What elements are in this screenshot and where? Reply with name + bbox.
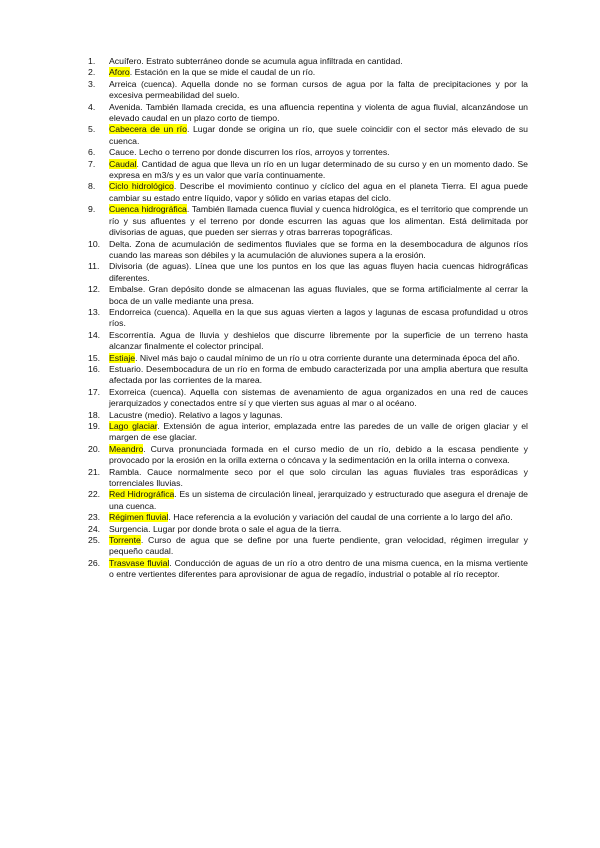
entry-term: Surgencia bbox=[109, 523, 149, 534]
entry-definition: . Zona de acumulación de sedimentos fluviales que se forma en la desembocadura de algunos ríos cuando las mareas son débiles y la acumulación de aluviones supera a la erosión. bbox=[109, 238, 528, 260]
glossary-entry bbox=[88, 261, 528, 284]
entry-term: Exorreica bbox=[109, 386, 146, 397]
entry-term: Rambla bbox=[109, 466, 139, 477]
entry-definition: (medio). Relativo a lagos y lagunas. bbox=[142, 409, 283, 420]
entry-number: 26. bbox=[88, 557, 101, 568]
entry-term-highlighted: Cabecera de un río bbox=[109, 124, 187, 135]
glossary-entry bbox=[88, 307, 528, 330]
glossary-entry bbox=[88, 421, 528, 444]
entry-definition: . También llamada cuenca fluvial y cuenca hidrológica, es el territorio que comprende un río y sus afluentes y el terreno por donde escurren las aguas que los alimentan. Está delimitada por divisorias de aguas, que pueden ser sierras y otras barreras topográficas. bbox=[109, 204, 528, 238]
entry-term: Endorreica bbox=[109, 306, 152, 317]
entry-definition: . Nivel más bajo o caudal mínimo de un río u otra corriente durante una determinada época del año. bbox=[135, 352, 520, 363]
entry-term: Divisoria bbox=[109, 261, 143, 272]
entry-term: Cauce bbox=[109, 147, 135, 158]
entry-term: Avenida bbox=[109, 101, 141, 112]
entry-definition: . Lugar donde se origina un río, que suele coincidir con el sector más elevado de su cuenca. bbox=[109, 124, 529, 146]
entry-number: 20. bbox=[88, 443, 101, 454]
entry-definition: . Desembocadura de un río en forma de embudo caracterizada por una amplia abertura que resulta afectada por las corrientes de la marea. bbox=[109, 363, 528, 386]
entry-definition: (cuenca). Aquella con sistemas de avenamiento de agua organizados en una red de cauces jerarquizados y conectados entre sí y que vierten sus aguas al mar o al océano. bbox=[109, 386, 528, 409]
entry-number: 10. bbox=[88, 238, 101, 249]
entry-number: 16. bbox=[88, 363, 101, 374]
glossary-entry bbox=[88, 79, 528, 102]
glossary-entry bbox=[88, 181, 528, 204]
entry-number: 14. bbox=[88, 329, 101, 340]
entry-number: 25. bbox=[88, 535, 101, 546]
glossary-entry bbox=[88, 524, 528, 535]
entry-number: 12. bbox=[88, 284, 101, 295]
entry-number: 18. bbox=[88, 409, 101, 420]
entry-definition: . Agua de lluvia y deshielos que discurre libremente por la superficie de un terreno hasta alcanzar finalmente el colector principal. bbox=[109, 329, 528, 352]
entry-definition: . Cantidad de agua que lleva un río en un lugar determinado de su curso y en un momento dado. Se expresa en m3/s y es un valor que varía continuamente. bbox=[109, 158, 528, 181]
entry-term: Estuario bbox=[109, 363, 141, 374]
glossary-entry bbox=[88, 147, 528, 158]
entry-definition: . Curso de agua que se define por una fuerte pendiente, gran velocidad, régimen irregular y pequeño caudal. bbox=[109, 535, 528, 557]
document-page bbox=[88, 56, 528, 581]
entry-number: 15. bbox=[88, 352, 101, 363]
glossary-entry bbox=[88, 410, 528, 421]
glossary-entry bbox=[88, 124, 528, 147]
entry-term-highlighted: Cuenca hidrográfica bbox=[109, 204, 187, 215]
entry-number: 4. bbox=[88, 101, 96, 112]
entry-term-highlighted: Trasvase fluvial bbox=[109, 557, 170, 568]
entry-term: Lacustre bbox=[109, 409, 143, 420]
entry-definition: . Estación en la que se mide el caudal de un río. bbox=[129, 67, 316, 78]
glossary-entry bbox=[88, 284, 528, 307]
entry-term-highlighted: Ciclo hidrológico bbox=[109, 181, 174, 192]
glossary-entry bbox=[88, 489, 528, 512]
glossary-entry bbox=[88, 56, 528, 67]
entry-term-highlighted: Red Hidrográfica bbox=[109, 489, 175, 500]
entry-definition: . Gran depósito donde se almacenan las aguas fluviales, que se forma artificialmente al cerrar la boca de un valle mediante una presa. bbox=[109, 284, 528, 306]
entry-term-highlighted: Régimen fluvial bbox=[109, 512, 169, 523]
entry-number: 5. bbox=[88, 124, 96, 135]
entry-definition: . Lugar por donde brota o sale el agua de la tierra. bbox=[148, 523, 342, 534]
entry-definition: . Cauce normalmente seco por el que solo circulan las aguas fluviales tras esporádicas y torrenciales lluvias. bbox=[109, 466, 528, 489]
entry-definition: . Estrato subterráneo donde se acumula agua infiltrada en cantidad. bbox=[141, 56, 403, 66]
entry-number: 9. bbox=[88, 204, 96, 215]
entry-term: Acuífero bbox=[109, 56, 142, 66]
entry-number: 22. bbox=[88, 489, 101, 500]
entry-term: Delta bbox=[109, 238, 130, 249]
glossary-entry bbox=[88, 467, 528, 490]
entry-definition: . Describe el movimiento continuo y cíclico del agua en el planeta Tierra. El agua puede cambiar su estado entre líquido, vapor y sólido en varias etapas del ciclo. bbox=[109, 181, 529, 203]
entry-definition: . Lecho o terreno por donde discurren los ríos, arroyos y torrentes. bbox=[134, 147, 390, 158]
glossary-entry bbox=[88, 239, 528, 262]
entry-term-highlighted: Estiaje bbox=[109, 352, 136, 363]
entry-definition: . Es un sistema de circulación lineal, jerarquizado y estructurado que asegura el drenaje de una cuenca. bbox=[109, 489, 528, 511]
entry-definition: (cuenca). Aquella en la que sus aguas vierten a lagos y lagunas de escasa profundidad u otros ríos. bbox=[109, 306, 528, 329]
entry-term-highlighted: Meandro bbox=[109, 443, 144, 454]
entry-term: Arreica bbox=[109, 78, 137, 89]
entry-term-highlighted: Caudal bbox=[109, 158, 137, 169]
glossary-entry bbox=[88, 102, 528, 125]
entry-number: 3. bbox=[88, 78, 96, 89]
glossary-list bbox=[88, 56, 528, 581]
entry-number: 2. bbox=[88, 67, 96, 78]
entry-term-highlighted: Torrente bbox=[109, 535, 141, 546]
entry-number: 24. bbox=[88, 523, 101, 534]
entry-term-highlighted: Lago glaciar bbox=[109, 421, 158, 431]
glossary-entry bbox=[88, 512, 528, 523]
glossary-entry bbox=[88, 159, 528, 182]
entry-definition: (cuenca). Aquella donde no se forman cursos de agua por la falta de precipitaciones y por la excesiva permeabilidad del suelo. bbox=[109, 78, 528, 101]
entry-term-highlighted: Aforo bbox=[109, 67, 130, 78]
entry-definition: . También llamada crecida, es una afluencia repentina y violenta de agua fluvial, alcanzándose un elevado caudal en un plazo corto de tiempo. bbox=[109, 101, 528, 124]
entry-number: 17. bbox=[88, 386, 101, 397]
entry-definition: (de aguas). Línea que une los puntos en los que las aguas fluyen hacia cuencas hidrográficas diferentes. bbox=[109, 261, 528, 283]
glossary-entry bbox=[88, 330, 528, 353]
glossary-entry bbox=[88, 535, 528, 558]
glossary-entry bbox=[88, 204, 528, 238]
entry-number: 21. bbox=[88, 466, 101, 477]
entry-number: 11. bbox=[88, 261, 100, 272]
entry-definition: . Hace referencia a la evolución y variación del caudal de una corriente a lo largo del año. bbox=[168, 512, 513, 523]
entry-term: Embalse bbox=[109, 284, 143, 295]
entry-number: 13. bbox=[88, 306, 101, 317]
entry-term: Escorrentía bbox=[109, 329, 154, 340]
entry-definition: . Conducción de aguas de un río a otro dentro de una misma cuenca, en la misma vertiente o entre vertientes diferentes para aprovisionar de agua de regadío, industrial o potable al río receptor. bbox=[109, 557, 528, 580]
entry-definition: . Curva pronunciada formada en el curso medio de un río, debido a la escasa pendiente y provocado por la erosión en la orilla externa o cóncava y la sedimentación en la orilla interna o convexa. bbox=[109, 443, 528, 466]
entry-number: 23. bbox=[88, 512, 101, 523]
glossary-entry bbox=[88, 558, 528, 581]
entry-number: 1. bbox=[88, 56, 96, 66]
glossary-entry bbox=[88, 444, 528, 467]
entry-definition: . Extensión de agua interior, emplazada entre las paredes de un valle de origen glaciar y el margen de ese glaciar. bbox=[109, 421, 528, 443]
glossary-entry bbox=[88, 353, 528, 364]
entry-number: 7. bbox=[88, 158, 96, 169]
entry-number: 8. bbox=[88, 181, 96, 192]
glossary-entry bbox=[88, 67, 528, 78]
entry-number: 6. bbox=[88, 147, 96, 158]
entry-number: 19. bbox=[88, 421, 101, 431]
glossary-entry bbox=[88, 387, 528, 410]
glossary-entry bbox=[88, 364, 528, 387]
